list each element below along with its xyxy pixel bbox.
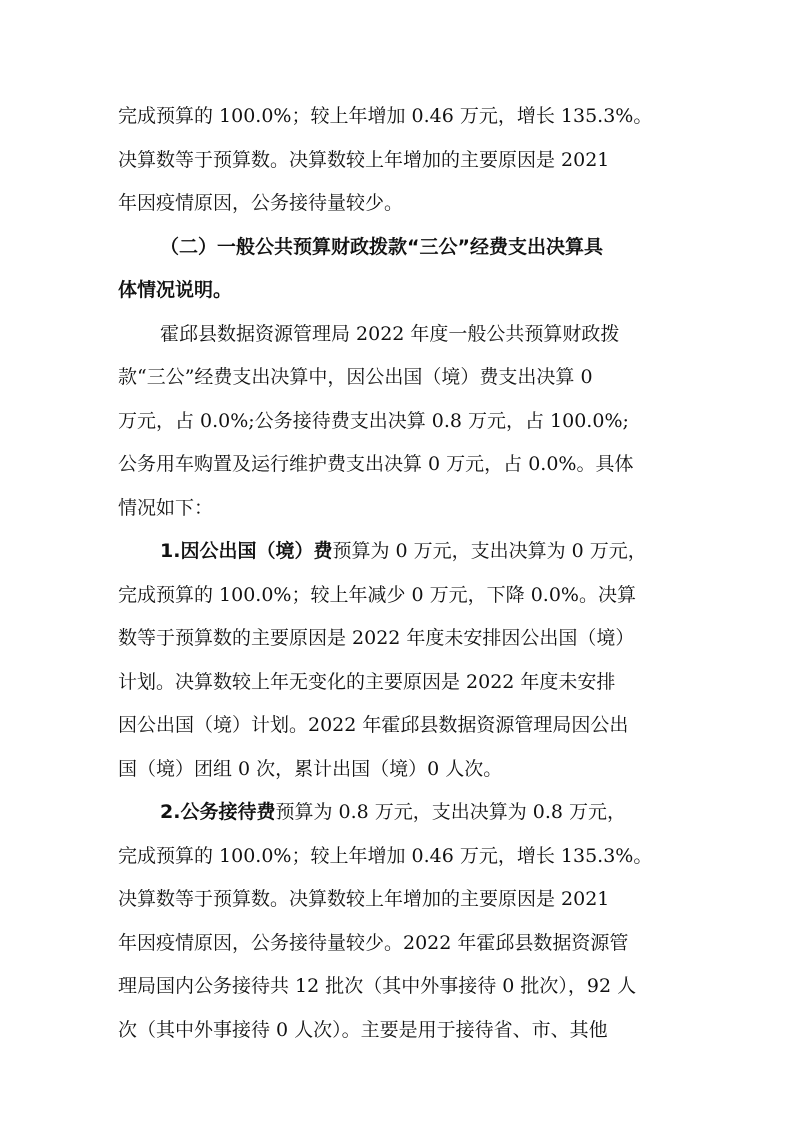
section-heading: （二）一般公共预算财政拨款“三公”经费支出决算具 bbox=[160, 236, 603, 258]
item-text: 预算为 0 万元，支出决算为 0 万元， bbox=[332, 540, 647, 562]
item-text: 预算为 0.8 万元，支出决算为 0.8 万元， bbox=[275, 801, 627, 823]
text-line: 决算数等于预算数。决算数较上年增加的主要原因是 2021 bbox=[118, 888, 610, 910]
text-line: 公务用车购置及运行维护费支出决算 0 万元，占 0.0%。具体 bbox=[118, 453, 634, 475]
text-line: 决算数等于预算数。决算数较上年增加的主要原因是 2021 bbox=[118, 149, 610, 171]
text-line: 理局国内公务接待共 12 批次（其中外事接待 0 批次），92 人 bbox=[118, 975, 637, 997]
section-heading: 体情况说明。 bbox=[118, 279, 233, 301]
text-line: 年因疫情原因，公务接待量较少。 bbox=[118, 192, 404, 214]
item-line bbox=[160, 800, 678, 824]
text-line: 数等于预算数的主要原因是 2022 年度未安排因公出国（境） bbox=[118, 627, 635, 649]
text-line: 因公出国（境）计划。2022 年霍邱县数据资源管理局因公出 bbox=[118, 714, 629, 736]
text-line: 次（其中外事接待 0 人次）。主要是用于接待省、市、其他 bbox=[118, 1019, 608, 1041]
text-line: 国（境）团组 0 次，累计出国（境）0 人次。 bbox=[118, 758, 503, 780]
text-line: 霍邱县数据资源管理局 2022 年度一般公共预算财政拨 bbox=[160, 323, 620, 345]
item-label: 2.公务接待费 bbox=[160, 801, 276, 823]
item-line bbox=[160, 539, 678, 563]
text-line: 款“三公”经费支出决算中，因公出国（境）费支出决算 0 bbox=[118, 366, 593, 388]
text-line: 情况如下： bbox=[118, 497, 214, 519]
text-line: 完成预算的 100.0%；较上年减少 0 万元，下降 0.0%。决算 bbox=[118, 584, 636, 606]
text-line: 年因疫情原因，公务接待量较少。2022 年霍邱县数据资源管 bbox=[118, 932, 629, 954]
text-line: 万元，占 0.0%;公务接待费支出决算 0.8 万元，占 100.0%; bbox=[118, 410, 629, 432]
item-label: 1.因公出国（境）费 bbox=[160, 540, 333, 562]
text-line: 计划。决算数较上年无变化的主要原因是 2022 年度未安排 bbox=[118, 671, 616, 693]
text-line: 完成预算的 100.0%；较上年增加 0.46 万元，增长 135.3%。 bbox=[118, 105, 653, 127]
text-line: 完成预算的 100.0%；较上年增加 0.46 万元，增长 135.3%。 bbox=[118, 845, 653, 867]
